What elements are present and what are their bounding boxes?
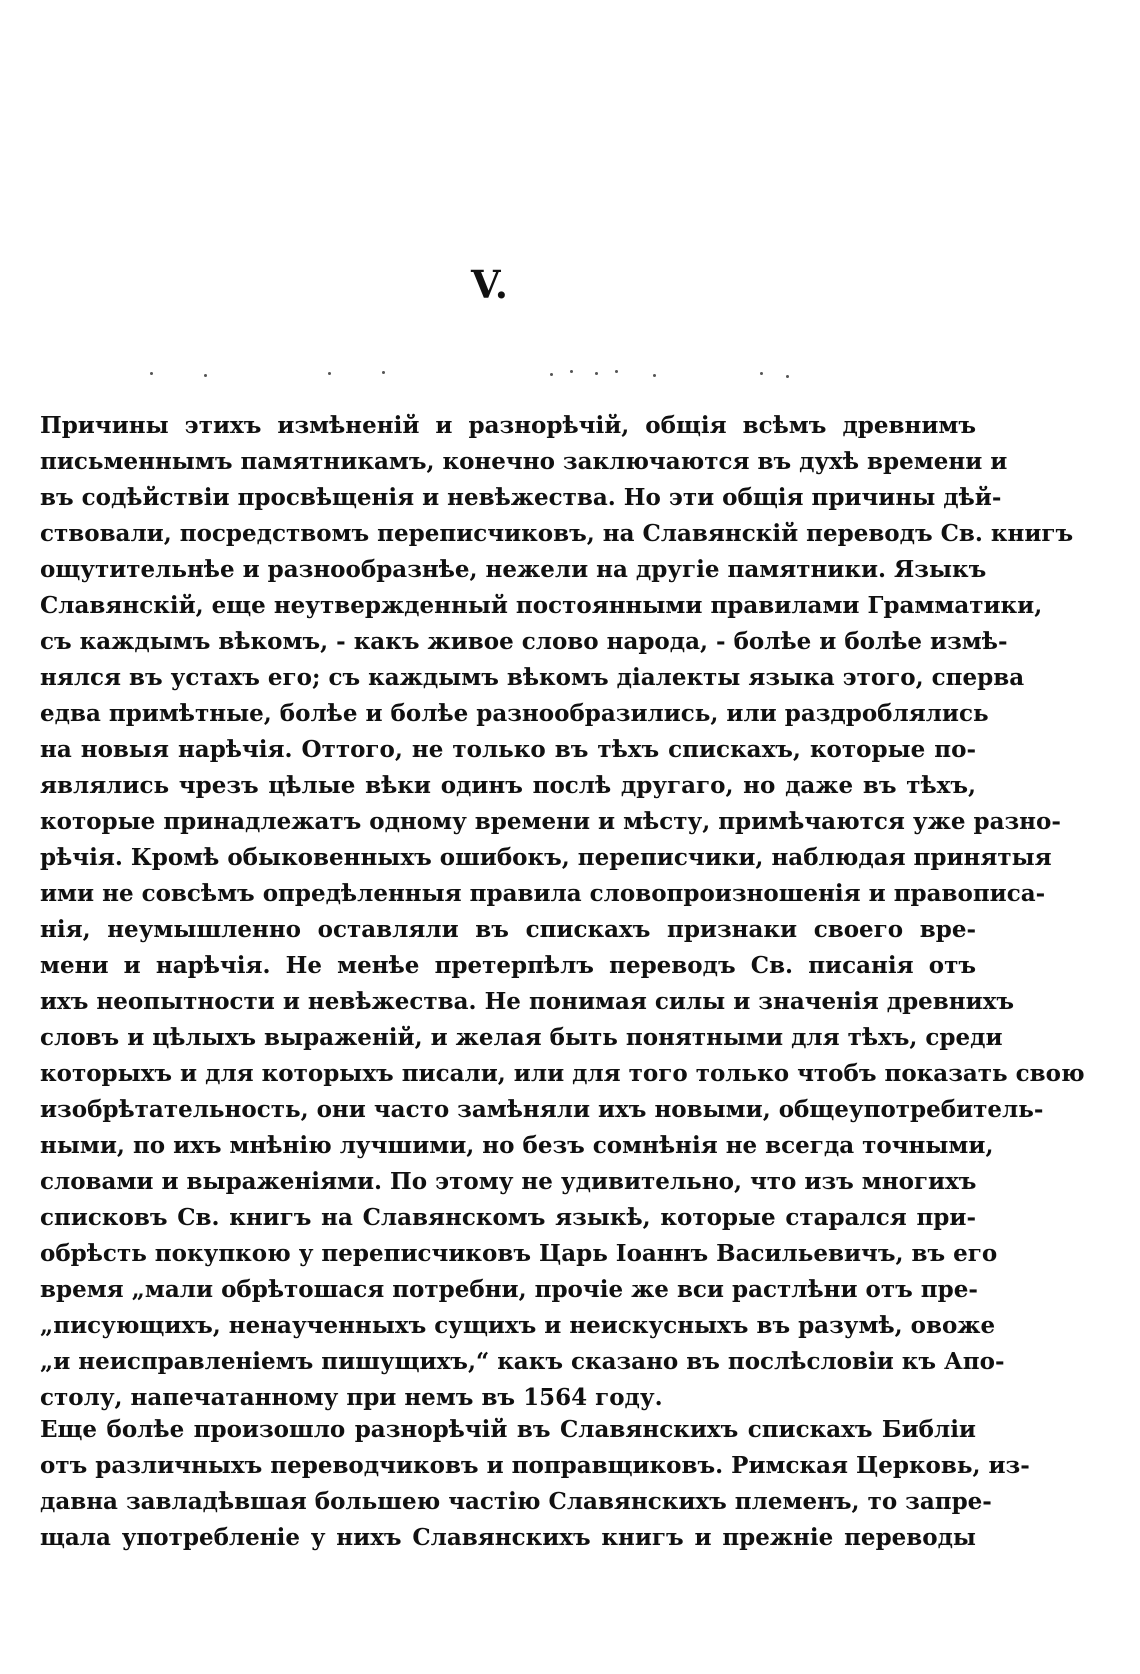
text-line: являлись чрезъ цѣлые вѣки одинъ послѣ другаго, но даже въ тѣхъ, <box>40 772 976 799</box>
text-line: которыхъ и для которыхъ писали, или для того только чтобъ показать свою <box>40 1060 1085 1087</box>
text-line: обрѣсть покупкою у переписчиковъ Царь Іоаннъ Васильевичъ, въ его <box>40 1240 998 1267</box>
text-line: отъ различныхъ переводчиковъ и поправщиковъ. Римская Церковь, из- <box>40 1452 1030 1479</box>
text-line: изобрѣтательность, они часто замѣняли ихъ новыми, общеупотребитель- <box>40 1096 1044 1123</box>
text-line: время „мали обрѣтошася потребни, прочіе же вси растлѣни отъ пре- <box>40 1276 978 1303</box>
text-line: словами и выраженіями. По этому не удивительно, что изъ многихъ <box>40 1168 977 1195</box>
paragraph-2 <box>40 1412 1030 1556</box>
paragraph-1 <box>40 408 1085 1416</box>
text-line: письменнымъ памятникамъ, конечно заключаются въ духѣ времени и <box>40 448 1008 475</box>
text-line: мени и нарѣчія. Не менѣе претерпѣлъ переводъ Св. писанія отъ <box>40 952 976 979</box>
text-line: Славянскій, еще неутвержденный постоянными правилами Грамматики, <box>40 592 1043 619</box>
text-line: ими не совсѣмъ опредѣленныя правила словопроизношенія и правописа- <box>40 880 1046 907</box>
text-line: рѣчія. Кромѣ обыковенныхъ ошибокъ, переписчики, наблюдая принятыя <box>40 844 1052 871</box>
section-number: V. <box>470 262 510 307</box>
text-line: ствовали, посредствомъ переписчиковъ, на Славянскій переводъ Св. книгъ <box>40 520 1074 547</box>
text-line: ными, по ихъ мнѣнію лучшими, но безъ сомнѣнія не всегда точными, <box>40 1132 994 1159</box>
text-line: которые принадлежатъ одному времени и мѣсту, примѣчаются уже разно- <box>40 808 1061 835</box>
print-specks <box>150 370 810 380</box>
text-line: „писующихъ, ненаученныхъ сущихъ и неискусныхъ въ разумѣ, овоже <box>40 1312 996 1339</box>
text-line: нія, неумышленно оставляли въ спискахъ признаки своего вре- <box>40 916 976 943</box>
text-line: Еще болѣе произошло разнорѣчій въ Славянскихъ спискахъ Библіи <box>40 1416 976 1443</box>
text-line: съ каждымъ вѣкомъ, - какъ живое слово народа, - болѣе и болѣе измѣ- <box>40 628 1008 655</box>
text-line: давна завладѣвшая большею частію Славянскихъ племенъ, то запре- <box>40 1488 992 1515</box>
text-line: столу, напечатанному при немъ въ 1564 году. <box>40 1384 663 1411</box>
text-line: словъ и цѣлыхъ выраженій, и желая быть понятными для тѣхъ, среди <box>40 1024 1003 1051</box>
text-line: Причины этихъ измѣненій и разнорѣчій, общія всѣмъ древнимъ <box>40 412 976 439</box>
text-line: ощутительнѣе и разнообразнѣе, нежели на другіе памятники. Языкъ <box>40 556 987 583</box>
text-line: щала употребленіе у нихъ Славянскихъ книгъ и прежніе переводы <box>40 1524 976 1551</box>
text-line: ихъ неопытности и невѣжества. Не понимая силы и значенія древнихъ <box>40 988 1015 1015</box>
text-line: въ содѣйствіи просвѣщенія и невѣжества. Но эти общія причины дѣй- <box>40 484 1002 511</box>
text-line: списковъ Св. книгъ на Славянскомъ языкѣ, которые старался при- <box>40 1204 976 1231</box>
text-line: на новыя нарѣчія. Оттого, не только въ тѣхъ спискахъ, которые по- <box>40 736 976 763</box>
text-line: „и неисправленіемъ пишущихъ,“ какъ сказано въ послѣсловіи къ Апо- <box>40 1348 1005 1375</box>
text-line: едва примѣтные, болѣе и болѣе разнообразились, или раздроблялись <box>40 700 989 727</box>
text-line: нялся въ устахъ его; съ каждымъ вѣкомъ діалекты языка этого, сперва <box>40 664 1025 691</box>
